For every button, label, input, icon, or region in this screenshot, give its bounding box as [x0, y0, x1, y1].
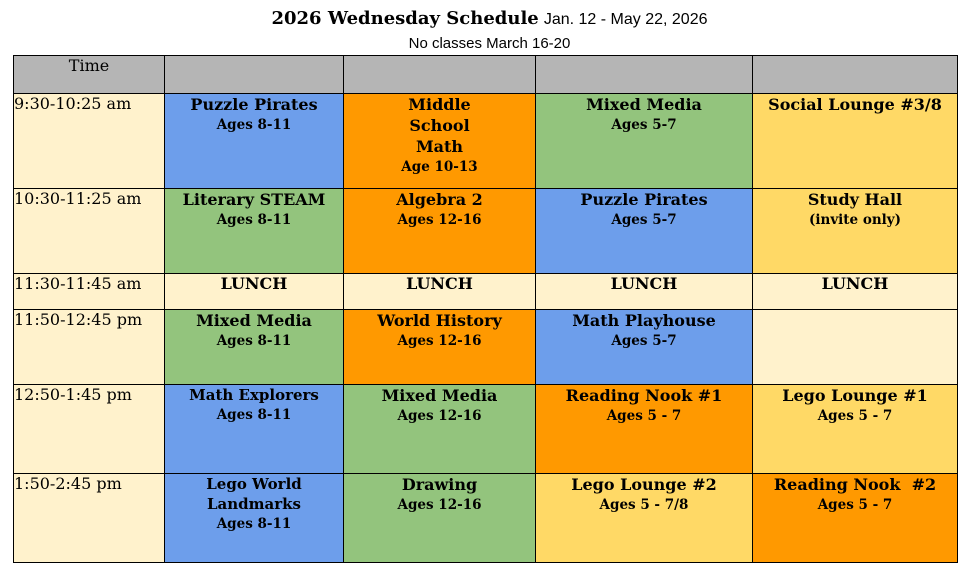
class-name: Puzzle Pirates [190, 95, 318, 114]
class-cell [753, 474, 958, 563]
class-ages: Ages 5 - 7 [817, 497, 893, 513]
schedule-date-range: Jan. 12 - May 22, 2026 [543, 11, 708, 28]
class-cell [344, 385, 536, 474]
class-ages: Ages 8-11 [216, 117, 292, 133]
time-slot: 12:50-1:45 pm [14, 385, 165, 474]
class-cell [165, 94, 344, 189]
time-slot: 11:50-12:45 pm [14, 310, 165, 385]
column-header [536, 56, 753, 94]
schedule-row [14, 189, 958, 274]
class-cell [753, 94, 958, 189]
class-name: Social Lounge #3/8 [768, 95, 942, 114]
class-ages: (invite only) [808, 212, 901, 228]
schedule-table [13, 55, 958, 563]
class-cell [753, 385, 958, 474]
class-cell [753, 189, 958, 274]
class-cell [344, 189, 536, 274]
class-name: Reading Nook #2 [773, 475, 937, 494]
schedule-title: 2026 Wednesday Schedule [271, 8, 539, 29]
class-cell [165, 474, 344, 563]
empty-cell [753, 310, 958, 385]
column-header [165, 56, 344, 94]
class-name: Middle School Math [408, 95, 471, 156]
time-slot: 9:30-10:25 am [14, 94, 165, 189]
class-cell [344, 474, 536, 563]
lunch-cell: LUNCH [753, 274, 958, 310]
class-ages: Ages 8-11 [216, 407, 292, 423]
class-ages: Age 10-13 [401, 159, 478, 175]
schedule-row [14, 94, 958, 189]
class-name: Mixed Media [381, 386, 498, 405]
class-ages: Ages 12-16 [397, 497, 482, 513]
class-name: Lego Lounge #2 [571, 475, 717, 494]
class-ages: Ages 5-7 [611, 117, 677, 133]
class-cell [165, 385, 344, 474]
column-header [344, 56, 536, 94]
class-cell [344, 310, 536, 385]
class-name: Drawing [401, 475, 478, 494]
class-ages: Ages 8-11 [216, 333, 292, 349]
schedule-row [14, 310, 958, 385]
class-name: Study Hall [807, 190, 903, 209]
class-cell [536, 189, 753, 274]
schedule-row [14, 385, 958, 474]
time-slot: 11:30-11:45 am [14, 274, 165, 310]
class-ages: Ages 8-11 [216, 516, 292, 532]
lunch-row [14, 274, 958, 310]
time-slot: 10:30-11:25 am [14, 189, 165, 274]
class-ages: Ages 8-11 [216, 212, 292, 228]
class-name: Lego World Landmarks [206, 475, 302, 513]
column-header-time: Time [14, 56, 165, 94]
lunch-cell: LUNCH [536, 274, 753, 310]
class-cell [165, 310, 344, 385]
class-cell [536, 310, 753, 385]
class-ages: Ages 5 - 7 [817, 408, 893, 424]
class-name: Algebra 2 [396, 190, 483, 209]
class-name: Literary STEAM [182, 190, 326, 209]
class-ages: Ages 5-7 [611, 212, 677, 228]
column-header [753, 56, 958, 94]
schedule-row [14, 474, 958, 563]
class-name: Mixed Media [586, 95, 702, 114]
class-name: Math Playhouse [572, 311, 716, 330]
lunch-cell: LUNCH [165, 274, 344, 310]
header-row [14, 56, 958, 94]
class-ages: Ages 12-16 [397, 408, 482, 424]
class-ages: Ages 12-16 [397, 212, 482, 228]
class-name: Puzzle Pirates [580, 190, 708, 209]
class-cell [165, 189, 344, 274]
class-ages: Ages 5 - 7/8 [599, 497, 689, 513]
class-name: Math Explorers [189, 386, 319, 404]
class-name: Reading Nook #1 [565, 386, 723, 405]
class-cell [344, 94, 536, 189]
class-name: Mixed Media [196, 311, 312, 330]
time-slot: 1:50-2:45 pm [14, 474, 165, 563]
class-ages: Ages 12-16 [397, 333, 482, 349]
class-ages: Ages 5 - 7 [606, 408, 682, 424]
class-cell [536, 94, 753, 189]
class-name: World History [377, 311, 502, 330]
class-ages: Ages 5-7 [611, 333, 677, 349]
class-name: Lego Lounge #1 [782, 386, 928, 405]
class-cell [536, 385, 753, 474]
lunch-cell: LUNCH [344, 274, 536, 310]
schedule-title-line [0, 8, 979, 29]
schedule-note: No classes March 16-20 [408, 35, 571, 52]
class-cell [536, 474, 753, 563]
